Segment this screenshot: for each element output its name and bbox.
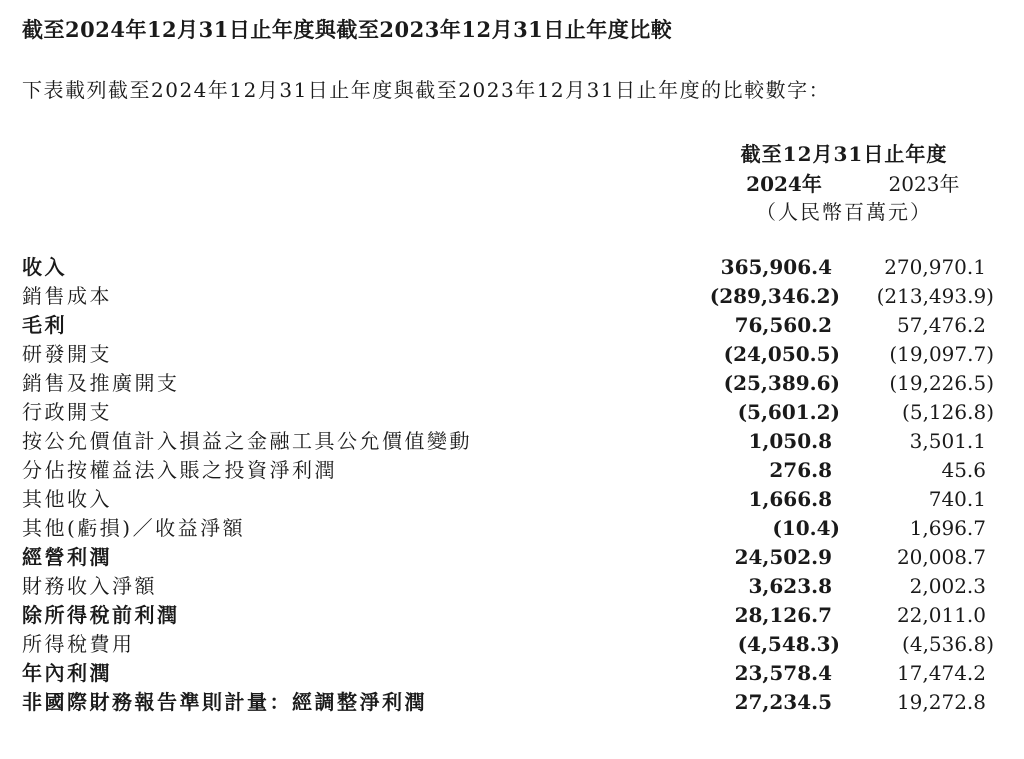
row-label: 按公允價值計入損益之金融工具公允價值變動 — [22, 429, 472, 453]
row-label: 所得稅費用 — [22, 632, 135, 656]
table-row — [22, 630, 992, 659]
row-label: 經營利潤 — [22, 545, 112, 569]
value-2023: 19,272.8 — [896, 690, 986, 714]
row-label: 研發開支 — [22, 342, 112, 366]
value-2023: 740.1 — [928, 487, 986, 511]
table-row — [22, 688, 992, 717]
value-2023: (19,097.7) — [889, 342, 994, 366]
row-label: 財務收入淨額 — [22, 574, 157, 598]
value-2023: 57,476.2 — [896, 313, 986, 337]
table-row — [22, 369, 992, 398]
table-row — [22, 340, 992, 369]
table-row — [22, 572, 992, 601]
row-label: 除所得稅前利潤 — [22, 603, 180, 627]
row-label: 其他(虧損)／收益淨額 — [22, 516, 246, 540]
section-heading: 截至2024年12月31日止年度與截至2023年12月31日止年度比較 — [22, 17, 673, 42]
value-2023: 1,696.7 — [909, 516, 986, 540]
value-2024: 3,623.8 — [748, 574, 832, 598]
row-label: 其他收入 — [22, 487, 112, 511]
table-row — [22, 282, 992, 311]
income-statement-table — [22, 253, 992, 717]
row-label: 收入 — [22, 255, 67, 279]
value-2023: (5,126.8) — [902, 400, 994, 424]
row-label: 銷售成本 — [22, 284, 112, 308]
table-row — [22, 514, 992, 543]
currency-unit-label: （人民幣百萬元） — [756, 200, 932, 224]
intro-paragraph: 下表載列截至2024年12月31日止年度與截至2023年12月31日止年度的比較數字： — [22, 78, 831, 102]
value-2023: 20,008.7 — [896, 545, 986, 569]
value-2023: 17,474.2 — [896, 661, 986, 685]
value-2024: (24,050.5) — [723, 342, 840, 366]
value-2024: (25,389.6) — [723, 371, 840, 395]
value-2023: 2,002.3 — [909, 574, 986, 598]
value-2023: (213,493.9) — [876, 284, 994, 308]
value-2023: 22,011.0 — [896, 603, 986, 627]
value-2024: 1,666.8 — [748, 487, 832, 511]
table-row — [22, 253, 992, 282]
value-2024: (5,601.2) — [737, 400, 840, 424]
table-row — [22, 601, 992, 630]
column-period-header: 截至12月31日止年度 — [740, 142, 948, 166]
value-2024: 1,050.8 — [748, 429, 832, 453]
value-2024: (289,346.2) — [709, 284, 840, 308]
row-label: 行政開支 — [22, 400, 112, 424]
value-2023: (4,536.8) — [902, 632, 994, 656]
row-label: 非國際財務報告準則計量：經調整淨利潤 — [22, 690, 427, 714]
value-2023: 45.6 — [941, 458, 986, 482]
table-row — [22, 659, 992, 688]
value-2023: 270,970.1 — [884, 255, 986, 279]
table-row — [22, 311, 992, 340]
value-2024: 365,906.4 — [720, 255, 832, 279]
table-row — [22, 427, 992, 456]
value-2024: (4,548.3) — [737, 632, 840, 656]
value-2023: (19,226.5) — [889, 371, 994, 395]
value-2024: 276.8 — [769, 458, 832, 482]
value-2023: 3,501.1 — [909, 429, 986, 453]
table-row — [22, 543, 992, 572]
value-2024: 23,578.4 — [734, 661, 832, 685]
table-row — [22, 485, 992, 514]
value-2024: 76,560.2 — [734, 313, 832, 337]
row-label: 分佔按權益法入賬之投資淨利潤 — [22, 458, 337, 482]
value-2024: 27,234.5 — [734, 690, 832, 714]
column-2024-header: 2024年 — [746, 172, 822, 196]
row-label: 毛利 — [22, 313, 67, 337]
value-2024: 28,126.7 — [734, 603, 832, 627]
column-2023-header: 2023年 — [888, 172, 960, 196]
table-row — [22, 456, 992, 485]
row-label: 銷售及推廣開支 — [22, 371, 180, 395]
table-row — [22, 398, 992, 427]
value-2024: 24,502.9 — [734, 545, 832, 569]
value-2024: (10.4) — [772, 516, 840, 540]
row-label: 年內利潤 — [22, 661, 112, 685]
